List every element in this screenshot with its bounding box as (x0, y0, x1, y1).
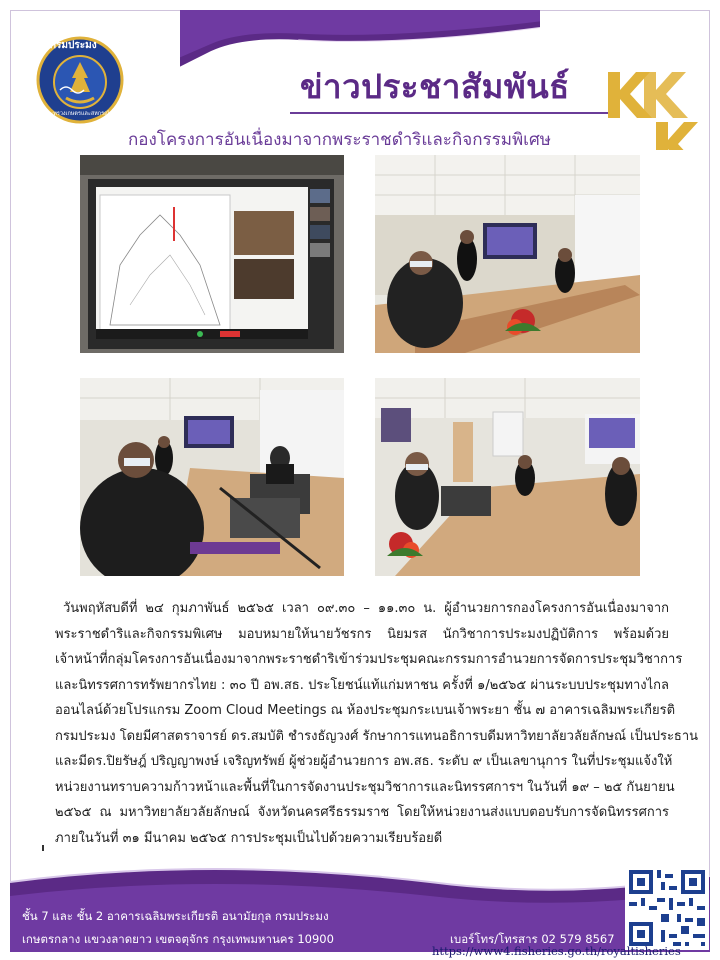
website-link[interactable]: https://www4.fisheries.go.th/royaltisheries (432, 944, 681, 958)
text-cursor (42, 845, 44, 851)
meeting-room-photo-3 (375, 378, 640, 576)
logo-text-bottom: กระทรวงเกษตรและสหกรณ์ (44, 111, 110, 117)
body-line: เจ้าหน้าที่กลุ่มโครงการอันเนื่องมาจากพระราชดำริเข้าร่วมประชุมคณะกรรมการอำนวยการจัดการประชุมวิชาการ (55, 652, 683, 667)
title-underline (290, 112, 610, 114)
body-line: วันพฤหัสบดีที่ ๒๔ กุมภาพันธ์ ๒๕๖๕ เวลา ๐๙.๓๐ – ๑๑.๓๐ น. ผู้อำนวยการกองโครงการอันเนื่องมาจาก (63, 601, 669, 616)
footer (10, 862, 710, 952)
body-line: และนิทรรศการทรัพยากรไทย : ๓๐ ปี อพ.สธ. ประโยชน์แท้แก่มหาชน ครั้งที่ ๑/๒๕๖๕ ผ่านระบบประชุมทางไกล (55, 677, 669, 693)
zoom-screen-photo (80, 155, 344, 353)
department-logo (32, 32, 128, 128)
qr-code[interactable] (625, 866, 709, 950)
body-line: และมีดร.ปิยรัษฎ์ ปริญญาพงษ์ เจริญทรัพย์ ผู้ช่วยผู้อำนวยการ อพ.สธ. ระดับ ๙ เป็นเลขานุการ ในที่ประชุมแจ้งให้ (55, 754, 673, 769)
body-line: ภายในวันที่ ๓๑ มีนาคม ๒๕๖๕ การประชุมเป็นไปด้วยความเรียบร้อยดี (55, 830, 443, 846)
meeting-room-photo-1 (375, 155, 640, 353)
body-line: กรมประมง โดยมีศาสตราจารย์ ดร.สมบัติ ชำรงธัญวงศ์ รักษาการแทนอธิการบดีมหาวิทยาลัยวลัยลักษณ์ เป็นประธาน (55, 728, 699, 744)
logo-text-top: กรมประมง (50, 40, 97, 51)
body-line: ออนไลน์ด้วยโปรแกรม Zoom Cloud Meetings ณ ห้องประชุมกระเบนเจ้าพระยา ชั้น ๗ อาคารเฉลิมพระเกียรติ (55, 703, 676, 718)
body-line: พระราชดำริและกิจกรรมพิเศษ มอบหมายให้นายวัชรกร นิยมรส นักวิชาการประมงปฏิบัติการ พร้อมด้วย (55, 626, 669, 642)
meeting-room-photo-2 (80, 378, 344, 576)
header (10, 10, 710, 150)
body-line: หน่วยงานทราบความก้าวหน้าและพื้นที่ในการจัดงานประชุมวิชาการและนิทรรศการฯ ในวันที่ ๑๙ – ๒๕ กันยายน (55, 779, 675, 795)
news-body (55, 596, 699, 851)
address-line-2: เกษตรกลาง แขวงลาดยาว เขตจตุจักร กรุงเทพมหานคร 10900 (22, 932, 334, 946)
address-line-1: ชั้น 7 และ ชั้น 2 อาคารเฉลิมพระเกียรติ อนามัยกุล กรมประมง (22, 909, 329, 923)
page-title: ข่าวประชาสัมพันธ์ (300, 67, 570, 106)
page-subtitle: กองโครงการอันเนื่องมาจากพระราชดำริและกิจกรรมพิเศษ (128, 130, 551, 150)
k-logo-decoration (600, 62, 710, 150)
body-line: ๒๕๖๕ ณ มหาวิทยาลัยวลัยลักษณ์ จังหวัดนครศรีธรรมราช โดยให้หน่วยงานส่งแบบตอบรับการจัดนิทรรศการ (55, 805, 669, 820)
phone-fax: เบอร์โทร/โทรสาร 02 579 8567 (450, 932, 615, 946)
